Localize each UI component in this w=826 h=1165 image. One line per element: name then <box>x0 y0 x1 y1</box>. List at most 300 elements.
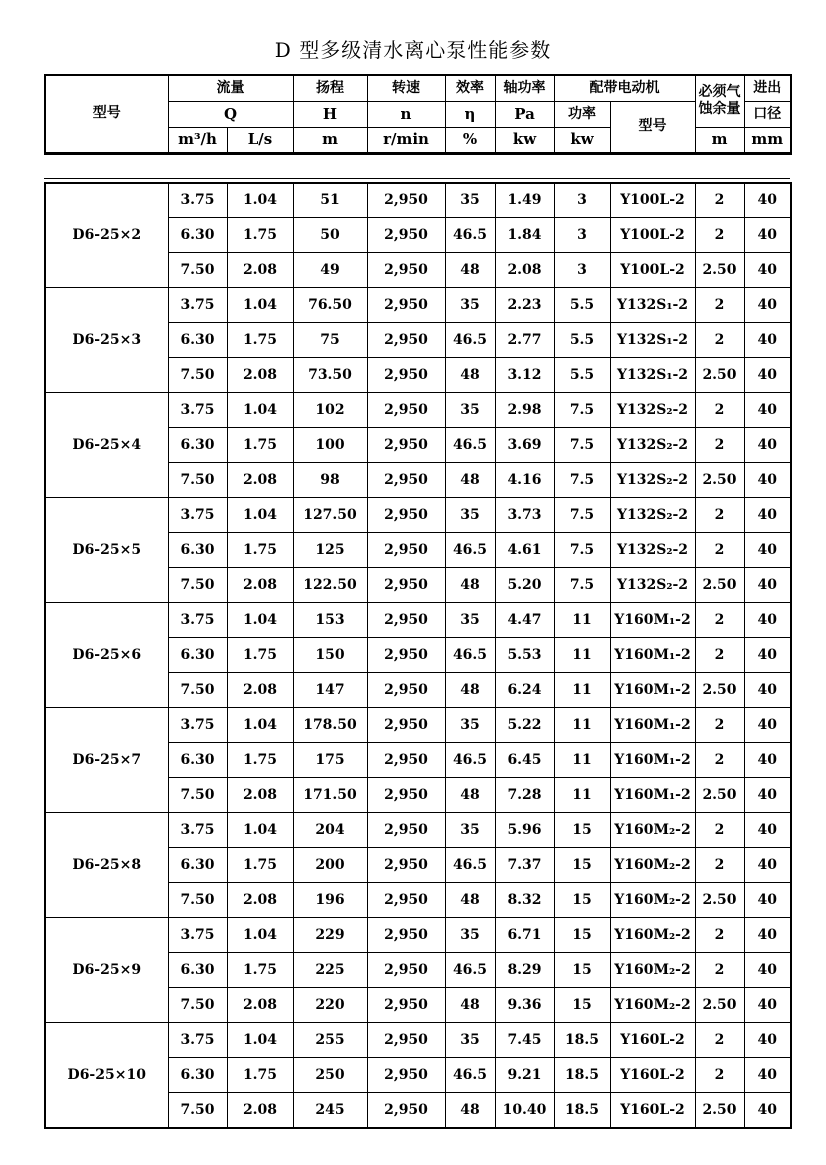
data-cell-q_m3h: 6.30 <box>168 218 227 253</box>
data-cell-motor_power_kw: 15 <box>554 813 610 848</box>
data-cell-motor_model: Y160L-2 <box>610 1023 695 1058</box>
data-cell-motor_power_kw: 15 <box>554 953 610 988</box>
data-cell-motor_power_kw: 5.5 <box>554 358 610 393</box>
data-cell-speed_rpm: 2,950 <box>367 323 445 358</box>
data-cell-speed_rpm: 2,950 <box>367 778 445 813</box>
data-cell-q_ls: 2.08 <box>227 568 293 603</box>
data-cell-port_mm: 40 <box>744 323 791 358</box>
data-cell-npsh_m: 2 <box>695 813 744 848</box>
data-cell-motor_model: Y160M₂-2 <box>610 988 695 1023</box>
data-cell-efficiency_pct: 35 <box>445 183 495 218</box>
data-cell-efficiency_pct: 35 <box>445 813 495 848</box>
data-cell-motor_power_kw: 15 <box>554 918 610 953</box>
data-cell-q_m3h: 7.50 <box>168 883 227 918</box>
data-cell-head_m: 51 <box>293 183 367 218</box>
data-cell-motor_power_kw: 3 <box>554 218 610 253</box>
col-header-motor-power: 功率 <box>554 101 610 127</box>
data-cell-motor_power_kw: 7.5 <box>554 568 610 603</box>
data-cell-port_mm: 40 <box>744 498 791 533</box>
header-table <box>44 74 792 155</box>
data-cell-npsh_m: 2 <box>695 288 744 323</box>
data-cell-motor_power_kw: 11 <box>554 743 610 778</box>
data-cell-efficiency_pct: 48 <box>445 358 495 393</box>
data-cell-head_m: 255 <box>293 1023 367 1058</box>
data-cell-q_m3h: 7.50 <box>168 778 227 813</box>
data-cell-efficiency_pct: 46.5 <box>445 848 495 883</box>
data-cell-speed_rpm: 2,950 <box>367 1093 445 1128</box>
data-cell-q_m3h: 3.75 <box>168 603 227 638</box>
data-cell-q_ls: 1.75 <box>227 638 293 673</box>
data-cell-motor_power_kw: 18.5 <box>554 1023 610 1058</box>
unit-motor-power: kw <box>554 127 610 153</box>
pump-model-cell: D6-25×5 <box>45 498 168 603</box>
unit-speed: r/min <box>367 127 445 153</box>
data-cell-npsh_m: 2 <box>695 1023 744 1058</box>
data-cell-motor_model: Y132S₂-2 <box>610 393 695 428</box>
data-cell-efficiency_pct: 35 <box>445 393 495 428</box>
data-cell-motor_model: Y160M₁-2 <box>610 708 695 743</box>
data-cell-shaft_power_kw: 2.08 <box>495 253 554 288</box>
data-cell-motor_power_kw: 7.5 <box>554 498 610 533</box>
data-cell-speed_rpm: 2,950 <box>367 988 445 1023</box>
pump-model-cell: D6-25×3 <box>45 288 168 393</box>
data-cell-efficiency_pct: 48 <box>445 988 495 1023</box>
data-cell-speed_rpm: 2,950 <box>367 358 445 393</box>
data-cell-port_mm: 40 <box>744 288 791 323</box>
data-cell-shaft_power_kw: 7.37 <box>495 848 554 883</box>
data-cell-q_m3h: 6.30 <box>168 1058 227 1093</box>
col-header-motor: 配带电动机 <box>554 75 695 101</box>
data-cell-motor_power_kw: 11 <box>554 708 610 743</box>
data-cell-q_ls: 1.04 <box>227 288 293 323</box>
data-cell-head_m: 76.50 <box>293 288 367 323</box>
pump-model-cell: D6-25×4 <box>45 393 168 498</box>
data-cell-npsh_m: 2.50 <box>695 778 744 813</box>
unit-flow-m3h: m³/h <box>168 127 227 153</box>
symbol-speed: n <box>367 101 445 127</box>
data-cell-head_m: 50 <box>293 218 367 253</box>
data-cell-q_m3h: 3.75 <box>168 918 227 953</box>
pump-model-cell: D6-25×7 <box>45 708 168 813</box>
data-cell-efficiency_pct: 48 <box>445 778 495 813</box>
data-cell-motor_power_kw: 7.5 <box>554 463 610 498</box>
data-cell-q_ls: 1.75 <box>227 218 293 253</box>
col-header-motor-model: 型号 <box>610 101 695 153</box>
data-cell-motor_model: Y132S₂-2 <box>610 498 695 533</box>
pump-model-cell: D6-25×8 <box>45 813 168 918</box>
col-header-flow: 流量 <box>168 75 293 101</box>
data-cell-npsh_m: 2.50 <box>695 253 744 288</box>
data-cell-motor_power_kw: 7.5 <box>554 393 610 428</box>
data-cell-port_mm: 40 <box>744 183 791 218</box>
data-cell-port_mm: 40 <box>744 533 791 568</box>
unit-efficiency: % <box>445 127 495 153</box>
data-cell-shaft_power_kw: 5.22 <box>495 708 554 743</box>
pump-model-cell: D6-25×2 <box>45 183 168 288</box>
data-cell-head_m: 200 <box>293 848 367 883</box>
data-cell-head_m: 122.50 <box>293 568 367 603</box>
data-cell-head_m: 150 <box>293 638 367 673</box>
data-cell-motor_power_kw: 15 <box>554 883 610 918</box>
data-cell-npsh_m: 2 <box>695 638 744 673</box>
data-cell-motor_model: Y100L-2 <box>610 218 695 253</box>
data-cell-shaft_power_kw: 7.28 <box>495 778 554 813</box>
data-cell-npsh_m: 2.50 <box>695 568 744 603</box>
data-cell-q_ls: 2.08 <box>227 463 293 498</box>
data-cell-motor_model: Y132S₁-2 <box>610 323 695 358</box>
data-cell-q_m3h: 3.75 <box>168 183 227 218</box>
data-cell-shaft_power_kw: 6.45 <box>495 743 554 778</box>
data-cell-head_m: 250 <box>293 1058 367 1093</box>
data-cell-npsh_m: 2 <box>695 848 744 883</box>
data-cell-q_ls: 1.04 <box>227 708 293 743</box>
data-cell-port_mm: 40 <box>744 848 791 883</box>
data-cell-efficiency_pct: 46.5 <box>445 743 495 778</box>
data-cell-motor_power_kw: 11 <box>554 778 610 813</box>
data-cell-efficiency_pct: 46.5 <box>445 323 495 358</box>
data-cell-head_m: 153 <box>293 603 367 638</box>
pump-model-cell: D6-25×6 <box>45 603 168 708</box>
pump-model-cell: D6-25×9 <box>45 918 168 1023</box>
table-row <box>45 603 791 638</box>
data-cell-efficiency_pct: 48 <box>445 463 495 498</box>
data-cell-shaft_power_kw: 9.36 <box>495 988 554 1023</box>
data-cell-motor_model: Y160M₂-2 <box>610 813 695 848</box>
data-cell-motor_model: Y160M₁-2 <box>610 673 695 708</box>
data-cell-q_m3h: 7.50 <box>168 463 227 498</box>
data-cell-q_ls: 1.75 <box>227 323 293 358</box>
data-cell-npsh_m: 2 <box>695 498 744 533</box>
page-title: D 型多级清水离心泵性能参数 <box>274 38 552 62</box>
data-cell-speed_rpm: 2,950 <box>367 218 445 253</box>
data-cell-q_ls: 1.75 <box>227 743 293 778</box>
data-cell-motor_power_kw: 18.5 <box>554 1058 610 1093</box>
data-cell-speed_rpm: 2,950 <box>367 708 445 743</box>
data-cell-shaft_power_kw: 3.12 <box>495 358 554 393</box>
data-cell-efficiency_pct: 48 <box>445 568 495 603</box>
data-cell-port_mm: 40 <box>744 813 791 848</box>
data-cell-efficiency_pct: 48 <box>445 253 495 288</box>
table-row <box>45 1023 791 1058</box>
data-cell-q_ls: 1.04 <box>227 393 293 428</box>
data-cell-q_ls: 1.75 <box>227 953 293 988</box>
data-cell-npsh_m: 2 <box>695 918 744 953</box>
data-cell-port_mm: 40 <box>744 393 791 428</box>
data-cell-port_mm: 40 <box>744 218 791 253</box>
data-cell-port_mm: 40 <box>744 253 791 288</box>
unit-shaft-power: kw <box>495 127 554 153</box>
data-cell-efficiency_pct: 48 <box>445 883 495 918</box>
unit-head: m <box>293 127 367 153</box>
data-cell-speed_rpm: 2,950 <box>367 533 445 568</box>
data-cell-speed_rpm: 2,950 <box>367 638 445 673</box>
data-cell-speed_rpm: 2,950 <box>367 743 445 778</box>
data-cell-shaft_power_kw: 3.73 <box>495 498 554 533</box>
data-cell-port_mm: 40 <box>744 953 791 988</box>
data-cell-motor_power_kw: 15 <box>554 988 610 1023</box>
data-cell-q_ls: 2.08 <box>227 778 293 813</box>
unit-npsh: m <box>695 127 744 153</box>
data-cell-shaft_power_kw: 1.84 <box>495 218 554 253</box>
data-cell-shaft_power_kw: 4.16 <box>495 463 554 498</box>
data-cell-motor_model: Y100L-2 <box>610 183 695 218</box>
data-cell-speed_rpm: 2,950 <box>367 428 445 463</box>
col-header-pump-model: 型号 <box>45 75 168 153</box>
data-cell-speed_rpm: 2,950 <box>367 498 445 533</box>
data-cell-motor_power_kw: 7.5 <box>554 428 610 463</box>
table-row <box>45 813 791 848</box>
data-cell-q_m3h: 7.50 <box>168 1093 227 1128</box>
data-cell-head_m: 49 <box>293 253 367 288</box>
table-row <box>45 183 791 218</box>
table-row <box>45 918 791 953</box>
data-cell-motor_model: Y160M₁-2 <box>610 743 695 778</box>
data-cell-q_ls: 1.75 <box>227 533 293 568</box>
data-cell-port_mm: 40 <box>744 988 791 1023</box>
data-cell-npsh_m: 2.50 <box>695 463 744 498</box>
data-cell-head_m: 196 <box>293 883 367 918</box>
data-cell-head_m: 204 <box>293 813 367 848</box>
data-cell-port_mm: 40 <box>744 743 791 778</box>
data-cell-q_m3h: 6.30 <box>168 638 227 673</box>
data-cell-q_m3h: 7.50 <box>168 568 227 603</box>
data-cell-shaft_power_kw: 8.32 <box>495 883 554 918</box>
data-cell-q_m3h: 7.50 <box>168 253 227 288</box>
data-cell-motor_power_kw: 11 <box>554 603 610 638</box>
data-cell-head_m: 175 <box>293 743 367 778</box>
data-cell-motor_model: Y160M₂-2 <box>610 848 695 883</box>
pump-table-body <box>45 183 791 1128</box>
data-cell-q_m3h: 3.75 <box>168 498 227 533</box>
data-cell-motor_model: Y160M₁-2 <box>610 638 695 673</box>
col-header-port-line1: 进出 <box>744 75 791 101</box>
data-cell-motor_model: Y160L-2 <box>610 1093 695 1128</box>
data-cell-motor_model: Y160M₁-2 <box>610 778 695 813</box>
data-cell-npsh_m: 2 <box>695 393 744 428</box>
data-cell-speed_rpm: 2,950 <box>367 1058 445 1093</box>
data-cell-npsh_m: 2.50 <box>695 988 744 1023</box>
col-header-speed: 转速 <box>367 75 445 101</box>
data-cell-port_mm: 40 <box>744 918 791 953</box>
data-cell-shaft_power_kw: 2.23 <box>495 288 554 323</box>
data-cell-motor_model: Y160M₂-2 <box>610 918 695 953</box>
data-cell-port_mm: 40 <box>744 1023 791 1058</box>
data-cell-npsh_m: 2 <box>695 953 744 988</box>
data-cell-npsh_m: 2 <box>695 708 744 743</box>
table-row <box>45 288 791 323</box>
data-cell-port_mm: 40 <box>744 638 791 673</box>
data-cell-motor_power_kw: 11 <box>554 673 610 708</box>
pump-model-cell: D6-25×10 <box>45 1023 168 1128</box>
data-cell-efficiency_pct: 46.5 <box>445 638 495 673</box>
unit-flow-ls: L/s <box>227 127 293 153</box>
data-cell-npsh_m: 2 <box>695 183 744 218</box>
data-cell-head_m: 225 <box>293 953 367 988</box>
data-cell-head_m: 245 <box>293 1093 367 1128</box>
data-cell-shaft_power_kw: 3.69 <box>495 428 554 463</box>
data-cell-q_m3h: 7.50 <box>168 988 227 1023</box>
data-cell-q_m3h: 3.75 <box>168 1023 227 1058</box>
data-cell-q_ls: 1.04 <box>227 1023 293 1058</box>
data-cell-port_mm: 40 <box>744 603 791 638</box>
data-cell-head_m: 127.50 <box>293 498 367 533</box>
data-cell-q_m3h: 6.30 <box>168 533 227 568</box>
data-cell-speed_rpm: 2,950 <box>367 393 445 428</box>
data-cell-q_m3h: 3.75 <box>168 393 227 428</box>
data-cell-motor_power_kw: 7.5 <box>554 533 610 568</box>
data-cell-port_mm: 40 <box>744 1093 791 1128</box>
data-cell-speed_rpm: 2,950 <box>367 918 445 953</box>
data-cell-motor_model: Y132S₁-2 <box>610 288 695 323</box>
data-cell-efficiency_pct: 35 <box>445 708 495 743</box>
data-cell-q_ls: 1.04 <box>227 183 293 218</box>
data-cell-shaft_power_kw: 2.98 <box>495 393 554 428</box>
data-cell-motor_model: Y132S₂-2 <box>610 428 695 463</box>
data-cell-head_m: 98 <box>293 463 367 498</box>
data-cell-q_ls: 1.04 <box>227 498 293 533</box>
data-cell-speed_rpm: 2,950 <box>367 568 445 603</box>
table-row <box>45 708 791 743</box>
data-cell-efficiency_pct: 35 <box>445 1023 495 1058</box>
unit-port: mm <box>744 127 791 153</box>
data-cell-q_ls: 2.08 <box>227 1093 293 1128</box>
data-cell-port_mm: 40 <box>744 428 791 463</box>
data-cell-npsh_m: 2.50 <box>695 1093 744 1128</box>
data-cell-shaft_power_kw: 8.29 <box>495 953 554 988</box>
symbol-efficiency: η <box>445 101 495 127</box>
data-cell-q_ls: 2.08 <box>227 358 293 393</box>
col-header-port-line2: 口径 <box>744 101 791 127</box>
col-header-head: 扬程 <box>293 75 367 101</box>
data-cell-q_ls: 1.75 <box>227 1058 293 1093</box>
data-cell-port_mm: 40 <box>744 673 791 708</box>
data-cell-q_ls: 2.08 <box>227 883 293 918</box>
data-cell-motor_model: Y160M₁-2 <box>610 603 695 638</box>
data-cell-motor_power_kw: 3 <box>554 253 610 288</box>
data-cell-q_m3h: 7.50 <box>168 673 227 708</box>
data-cell-motor_model: Y132S₂-2 <box>610 568 695 603</box>
data-cell-efficiency_pct: 35 <box>445 288 495 323</box>
data-cell-speed_rpm: 2,950 <box>367 1023 445 1058</box>
data-cell-motor_power_kw: 5.5 <box>554 288 610 323</box>
data-cell-q_ls: 2.08 <box>227 253 293 288</box>
data-cell-motor_power_kw: 15 <box>554 848 610 883</box>
data-cell-q_ls: 2.08 <box>227 988 293 1023</box>
data-cell-npsh_m: 2 <box>695 1058 744 1093</box>
data-cell-q_ls: 2.08 <box>227 673 293 708</box>
table-row <box>45 498 791 533</box>
data-cell-head_m: 125 <box>293 533 367 568</box>
data-cell-motor_model: Y132S₂-2 <box>610 533 695 568</box>
data-cell-q_ls: 1.04 <box>227 603 293 638</box>
data-cell-speed_rpm: 2,950 <box>367 463 445 498</box>
data-cell-motor_model: Y132S₂-2 <box>610 463 695 498</box>
data-cell-head_m: 147 <box>293 673 367 708</box>
data-cell-speed_rpm: 2,950 <box>367 883 445 918</box>
data-cell-q_ls: 1.04 <box>227 918 293 953</box>
data-cell-efficiency_pct: 46.5 <box>445 428 495 463</box>
data-cell-port_mm: 40 <box>744 778 791 813</box>
data-cell-motor_power_kw: 18.5 <box>554 1093 610 1128</box>
data-cell-npsh_m: 2 <box>695 603 744 638</box>
data-cell-speed_rpm: 2,950 <box>367 603 445 638</box>
data-cell-motor_model: Y160M₂-2 <box>610 953 695 988</box>
data-cell-shaft_power_kw: 7.45 <box>495 1023 554 1058</box>
data-cell-efficiency_pct: 46.5 <box>445 953 495 988</box>
table-row <box>45 393 791 428</box>
data-cell-port_mm: 40 <box>744 358 791 393</box>
data-cell-motor_model: Y160L-2 <box>610 1058 695 1093</box>
data-cell-npsh_m: 2.50 <box>695 883 744 918</box>
data-cell-q_m3h: 3.75 <box>168 708 227 743</box>
data-cell-speed_rpm: 2,950 <box>367 288 445 323</box>
data-cell-q_ls: 1.75 <box>227 848 293 883</box>
data-cell-shaft_power_kw: 6.24 <box>495 673 554 708</box>
data-cell-npsh_m: 2 <box>695 428 744 463</box>
data-cell-q_m3h: 6.30 <box>168 428 227 463</box>
data-cell-npsh_m: 2.50 <box>695 358 744 393</box>
data-cell-npsh_m: 2 <box>695 218 744 253</box>
data-cell-q_m3h: 3.75 <box>168 288 227 323</box>
data-cell-motor_model: Y160M₂-2 <box>610 883 695 918</box>
data-cell-efficiency_pct: 48 <box>445 1093 495 1128</box>
data-cell-q_m3h: 6.30 <box>168 743 227 778</box>
body-table-wrap <box>44 178 790 1129</box>
symbol-shaft-power: Pa <box>495 101 554 127</box>
data-cell-efficiency_pct: 46.5 <box>445 533 495 568</box>
col-header-efficiency: 效率 <box>445 75 495 101</box>
data-cell-q_m3h: 6.30 <box>168 848 227 883</box>
data-cell-shaft_power_kw: 4.47 <box>495 603 554 638</box>
data-cell-q_ls: 1.04 <box>227 813 293 848</box>
col-header-npsh: 必须气蚀余量 <box>695 75 744 127</box>
data-cell-head_m: 73.50 <box>293 358 367 393</box>
data-cell-motor_model: Y100L-2 <box>610 253 695 288</box>
data-cell-head_m: 220 <box>293 988 367 1023</box>
data-cell-motor_power_kw: 11 <box>554 638 610 673</box>
data-cell-shaft_power_kw: 9.21 <box>495 1058 554 1093</box>
data-cell-speed_rpm: 2,950 <box>367 813 445 848</box>
data-cell-shaft_power_kw: 10.40 <box>495 1093 554 1128</box>
data-cell-head_m: 102 <box>293 393 367 428</box>
data-cell-efficiency_pct: 35 <box>445 603 495 638</box>
data-cell-speed_rpm: 2,950 <box>367 253 445 288</box>
data-cell-efficiency_pct: 46.5 <box>445 218 495 253</box>
data-cell-port_mm: 40 <box>744 1058 791 1093</box>
data-cell-shaft_power_kw: 1.49 <box>495 183 554 218</box>
data-cell-shaft_power_kw: 6.71 <box>495 918 554 953</box>
data-cell-efficiency_pct: 46.5 <box>445 1058 495 1093</box>
data-cell-npsh_m: 2 <box>695 743 744 778</box>
data-cell-shaft_power_kw: 4.61 <box>495 533 554 568</box>
data-cell-shaft_power_kw: 5.20 <box>495 568 554 603</box>
data-cell-shaft_power_kw: 5.53 <box>495 638 554 673</box>
data-cell-speed_rpm: 2,950 <box>367 953 445 988</box>
data-cell-shaft_power_kw: 2.77 <box>495 323 554 358</box>
symbol-head: H <box>293 101 367 127</box>
data-cell-port_mm: 40 <box>744 568 791 603</box>
data-cell-q_ls: 1.75 <box>227 428 293 463</box>
data-cell-npsh_m: 2.50 <box>695 673 744 708</box>
data-cell-head_m: 75 <box>293 323 367 358</box>
data-cell-motor_power_kw: 3 <box>554 183 610 218</box>
data-cell-efficiency_pct: 35 <box>445 918 495 953</box>
data-cell-q_m3h: 6.30 <box>168 323 227 358</box>
data-cell-q_m3h: 7.50 <box>168 358 227 393</box>
data-cell-head_m: 100 <box>293 428 367 463</box>
data-cell-speed_rpm: 2,950 <box>367 673 445 708</box>
data-cell-speed_rpm: 2,950 <box>367 183 445 218</box>
